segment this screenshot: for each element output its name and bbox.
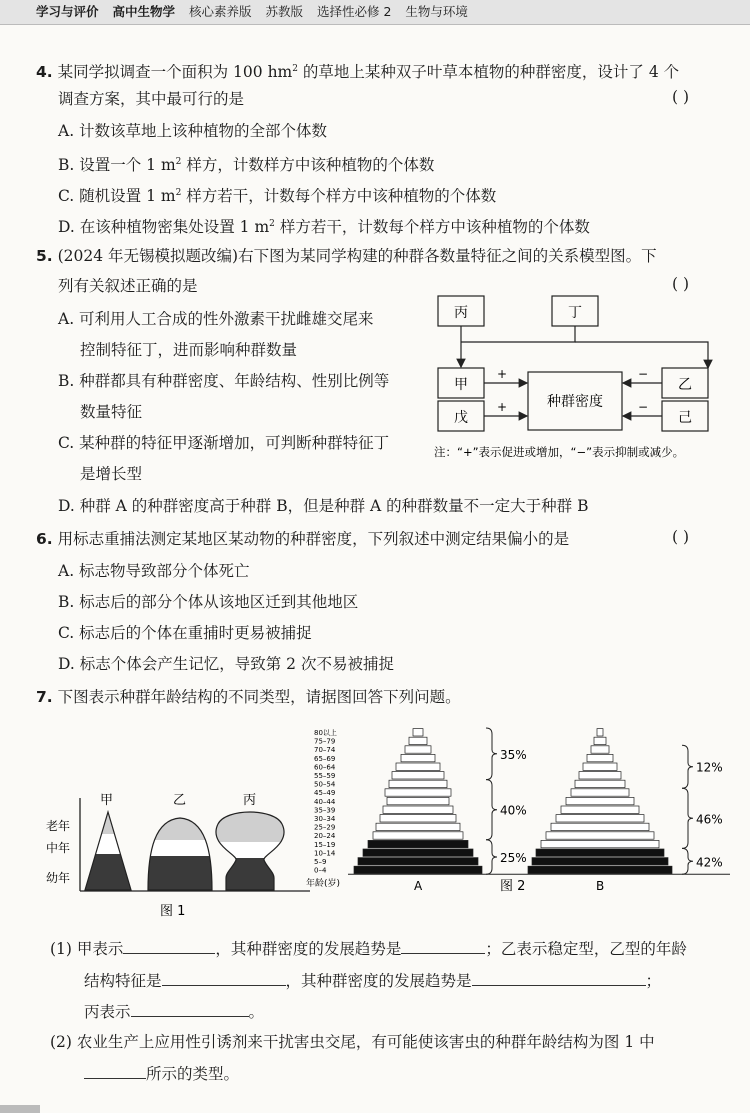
q6-answer-paren[interactable]: ( ) bbox=[672, 528, 690, 546]
pyramid-b-bar bbox=[566, 797, 634, 804]
pyramid-b-bar bbox=[528, 866, 672, 873]
fig1-label-mid: 中年 bbox=[46, 841, 71, 855]
pyramid-b-bar bbox=[532, 858, 668, 865]
fig2-caption: 图 2 bbox=[500, 879, 526, 895]
q6-option-c[interactable]: C. 标志后的个体在重捕时更易被捕捉 bbox=[58, 624, 312, 642]
fig1-label-yi: 乙 bbox=[173, 793, 187, 808]
q4-option-a[interactable]: A. 计数该草地上该种植物的全部个体数 bbox=[58, 122, 328, 140]
fig1-caption: 图 1 bbox=[160, 904, 186, 919]
pyramid-b-bar bbox=[579, 772, 621, 779]
q5-option-d[interactable]: D. 种群 A 的种群密度高于种群 B，但是种群 A 的种群数量不一定大于种群 B bbox=[58, 497, 589, 515]
label-bing: 丙 bbox=[454, 305, 468, 321]
q4-answer-paren[interactable]: ( ) bbox=[672, 88, 690, 106]
pyramid-a-pct-old: 35% bbox=[500, 747, 527, 762]
pyramid-b-bar bbox=[583, 763, 617, 770]
answer-blank[interactable] bbox=[472, 969, 646, 986]
pyramid-b-bar bbox=[594, 737, 606, 744]
pyramid-b-bar bbox=[541, 840, 659, 847]
label-ji: 己 bbox=[678, 410, 692, 426]
q5-answer-paren[interactable]: ( ) bbox=[672, 275, 690, 293]
pyramid-a-pct-young: 25% bbox=[500, 851, 527, 865]
q5-option-b-line1[interactable]: B. 种群都具有种群密度、年龄结构、性别比例等 bbox=[58, 372, 390, 390]
pyramid-b-brace-old bbox=[682, 745, 693, 788]
pyramid-b-label: B bbox=[596, 879, 605, 894]
pyramid-a-bar bbox=[385, 789, 451, 796]
pyramid-a-bar bbox=[413, 729, 423, 736]
q6-option-d[interactable]: D. 标志个体会产生记忆，导致第 2 次不易被捕捉 bbox=[58, 655, 394, 673]
pyramid-a-bar bbox=[387, 797, 449, 804]
q6-option-a[interactable]: A. 标志物导致部分个体死亡 bbox=[58, 562, 250, 580]
pyramid-b-pct-old: 12% bbox=[696, 760, 723, 775]
label-yi: 乙 bbox=[678, 377, 692, 393]
q7-sub1-line3: 丙表示 。 bbox=[84, 1000, 264, 1023]
header-item: 苏教版 bbox=[265, 4, 304, 19]
q6-stem: 6. 用标志重捕法测定某地区某动物的种群密度，下列叙述中测定结果偏小的是 bbox=[36, 530, 570, 548]
pyramid-a-brace-young bbox=[486, 840, 497, 874]
fig1-label-old: 老年 bbox=[46, 819, 71, 833]
q4-option-b[interactable]: B. 设置一个 1 $m^2$ 样方，计数样方中该种植物的个体数 bbox=[58, 156, 435, 175]
pyramid-a-bar bbox=[363, 849, 473, 856]
age-axis-label: 年龄(岁) bbox=[306, 879, 341, 890]
pyramid-b-bar bbox=[571, 789, 629, 796]
age-tick-label: 30–34 bbox=[314, 815, 336, 823]
age-tick-label: 70–74 bbox=[314, 746, 336, 755]
pyramid-b-bar bbox=[575, 780, 625, 787]
q4-stem-2: 调查方案，其中最可行的是 bbox=[58, 90, 245, 108]
figure-1-age-shapes bbox=[40, 790, 320, 920]
pyramid-a-brace-old bbox=[486, 728, 497, 780]
age-tick-label: 80以上 bbox=[314, 729, 337, 737]
pyramid-a-pct-mid: 40% bbox=[500, 803, 527, 818]
pyramid-a-bar bbox=[373, 832, 463, 839]
answer-blank[interactable] bbox=[123, 937, 215, 954]
q5-option-c-line1[interactable]: C. 某种群的特征甲逐渐增加，可判断种群特征丁 bbox=[58, 434, 390, 452]
answer-blank[interactable] bbox=[131, 1000, 249, 1017]
pyramid-b-pct-mid: 46% bbox=[696, 812, 723, 827]
sign-minus-yi: − bbox=[637, 367, 649, 381]
q7-stem: 7. 下图表示种群年龄结构的不同类型，请据图回答下列问题。 bbox=[36, 688, 461, 706]
figure-2-age-pyramids bbox=[300, 722, 740, 922]
q5-option-b-line2: 数量特征 bbox=[80, 403, 143, 421]
q5-option-c-line2: 是增长型 bbox=[80, 465, 143, 483]
pyramid-b-bar bbox=[587, 754, 613, 761]
age-tick-label: 50–54 bbox=[314, 780, 336, 789]
age-tick-label: 35–39 bbox=[314, 806, 336, 815]
q4-option-d[interactable]: D. 在该种植物密集处设置 1 $m^2$ 样方若干，计数每个样方中该种植物的个体数 bbox=[58, 218, 590, 237]
sign-plus-jia: + bbox=[496, 367, 508, 381]
pyramid-a-bar bbox=[405, 746, 431, 753]
pyramid-a-bar bbox=[392, 772, 444, 779]
pyramid-b-bar bbox=[591, 746, 609, 753]
q5-stem-2: 列有关叙述正确的是 bbox=[58, 277, 198, 295]
header-item: 核心素养版 bbox=[189, 4, 252, 19]
q7-sub2-line1: (2) 农业生产上应用性引诱剂来干扰害虫交尾，有可能使该害虫的种群年龄结构为图 1 中 bbox=[50, 1033, 655, 1051]
age-tick-label: 55–59 bbox=[314, 772, 336, 780]
q5-option-a-line1[interactable]: A. 可利用人工合成的性外激素干扰雌雄交尾来 bbox=[58, 310, 374, 328]
pyramid-a-bar bbox=[380, 815, 456, 822]
pyramid-a-bar bbox=[383, 806, 453, 813]
fig1-label-jia: 甲 bbox=[100, 793, 114, 808]
q4-stem: 4. 某同学拟调查一个面积为 100 $hm^2$ 的草地上某种双子叶草本植物的种群密度，设计了 4 个 bbox=[36, 63, 680, 82]
pyramid-a-bar bbox=[401, 754, 435, 761]
pyramid-a-bar bbox=[409, 737, 427, 744]
answer-blank[interactable] bbox=[401, 937, 485, 954]
pyramid-a-label: A bbox=[414, 879, 423, 894]
q7-sub1-line1: (1) 甲表示 ，其种群密度的发展趋势是 ；乙表示稳定型，乙型的年龄 bbox=[50, 937, 687, 960]
q5-option-a-line2: 控制特征丁，进而影响种群数量 bbox=[80, 341, 298, 359]
age-tick-label: 60–64 bbox=[314, 763, 336, 772]
sign-plus-wu: + bbox=[496, 400, 508, 414]
age-tick-label: 25–29 bbox=[314, 823, 336, 832]
pyramid-b-bar bbox=[536, 849, 664, 856]
page-header bbox=[0, 0, 750, 25]
pyramid-b-bar bbox=[556, 815, 644, 822]
pyramid-b-bar bbox=[561, 806, 639, 813]
sign-minus-ji: − bbox=[637, 400, 649, 414]
q5-stem: 5. (2024 年无锡模拟题改编)右下图为某同学构建的种群各数量特征之间的关系模型图。下 bbox=[36, 247, 657, 265]
header-item: 选择性必修 2 bbox=[317, 4, 392, 19]
age-tick-label: 40–44 bbox=[314, 797, 336, 806]
diagram-note: 注：“+”表示促进或增加，“−”表示抑制或减少。 bbox=[434, 445, 685, 459]
q7-sub1-line2: 结构特征是 ，其种群密度的发展趋势是 ； bbox=[84, 969, 661, 992]
header-item: 生物与环境 bbox=[405, 4, 468, 19]
pyramid-b-bar bbox=[551, 823, 649, 830]
pyramid-a-bar bbox=[376, 823, 460, 830]
label-wu: 戊 bbox=[454, 410, 468, 426]
age-tick-label: 0–4 bbox=[314, 866, 327, 875]
pyramid-a-bar bbox=[389, 780, 447, 787]
pyramid-a-bar bbox=[358, 858, 478, 865]
pyramid-b-pct-young: 42% bbox=[696, 855, 723, 870]
label-jia: 甲 bbox=[454, 377, 468, 393]
age-tick-label: 20–24 bbox=[314, 832, 336, 841]
age-tick-label: 5–9 bbox=[314, 858, 327, 866]
q4-option-c[interactable]: C. 随机设置 1 $m^2$ 样方若干，计数每个样方中该种植物的个体数 bbox=[58, 187, 497, 206]
answer-blank[interactable] bbox=[162, 969, 286, 986]
page-corner-mark bbox=[0, 1105, 40, 1113]
label-ding: 丁 bbox=[568, 305, 582, 321]
age-tick-label: 65–69 bbox=[314, 754, 336, 763]
population-relationship-diagram bbox=[430, 292, 730, 468]
pyramid-a-bar bbox=[368, 840, 468, 847]
pyramid-b-bar bbox=[597, 729, 603, 736]
pyramid-a-bar bbox=[354, 866, 482, 873]
fig1-label-bing: 丙 bbox=[243, 793, 257, 808]
header-item: 学习与评价 bbox=[36, 4, 99, 19]
age-tick-label: 45–49 bbox=[314, 789, 336, 798]
age-tick-label: 75–79 bbox=[314, 737, 336, 746]
pyramid-a-bar bbox=[396, 763, 440, 770]
age-tick-label: 15–19 bbox=[314, 840, 336, 849]
header-item: 高中生物学 bbox=[112, 4, 176, 19]
pyramid-b-brace-mid bbox=[682, 788, 693, 848]
pyramid-a-brace-mid bbox=[486, 780, 497, 840]
age-tick-label: 10–14 bbox=[314, 849, 336, 858]
fig1-label-young: 幼年 bbox=[46, 871, 71, 885]
q6-option-b[interactable]: B. 标志后的部分个体从该地区迁到其他地区 bbox=[58, 593, 359, 611]
label-center: 种群密度 bbox=[547, 394, 603, 410]
pyramid-b-bar bbox=[546, 832, 654, 839]
pyramid-b-brace-young bbox=[682, 848, 693, 874]
answer-blank[interactable] bbox=[84, 1062, 146, 1079]
q7-sub2-line2: 所示的类型。 bbox=[84, 1062, 239, 1085]
